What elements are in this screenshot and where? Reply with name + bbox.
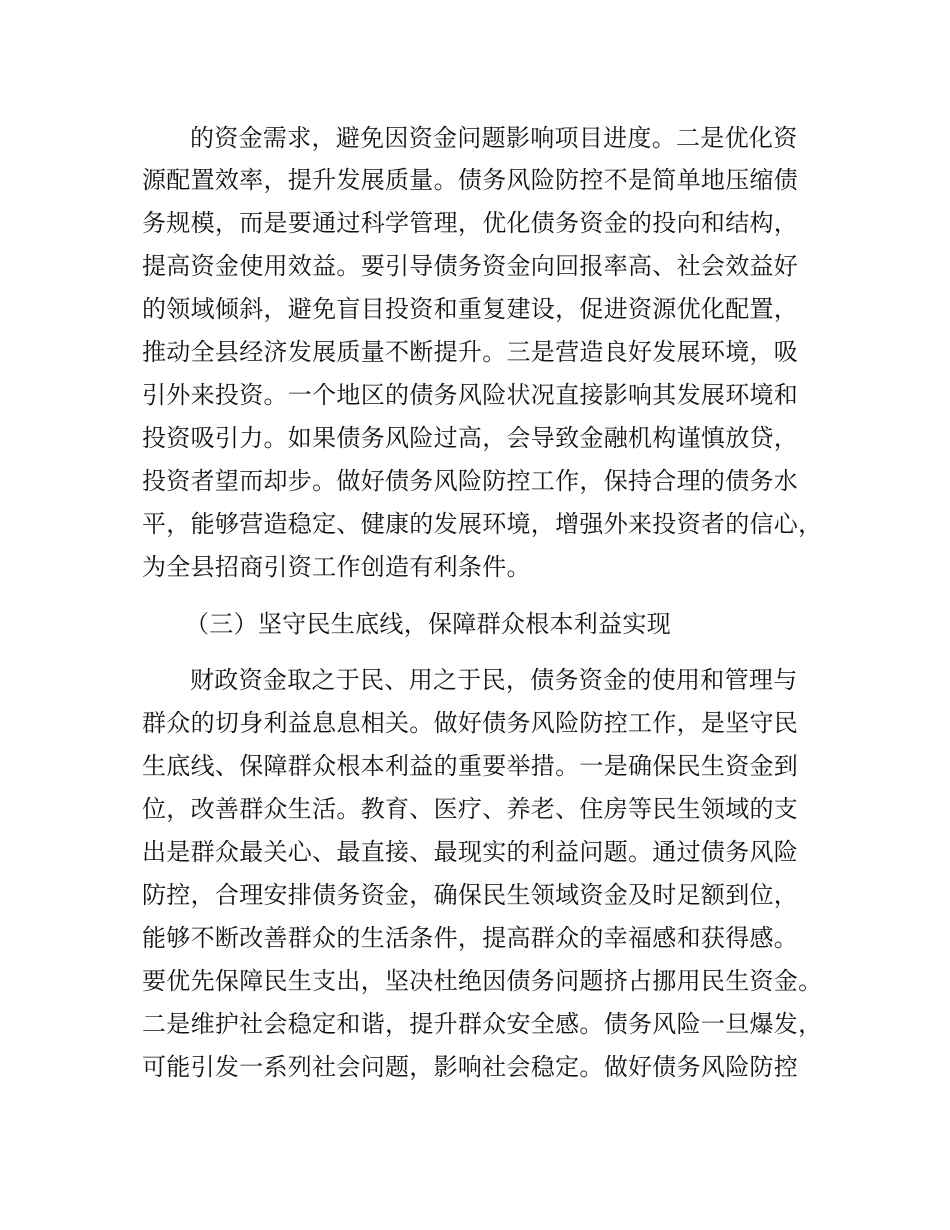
paragraph-line: 平，能够营造稳定、健康的发展环境，增强外来投资者的信心， bbox=[142, 510, 823, 538]
paragraph-line: 投资吸引力。如果债务风险过高，会导致金融机构谨慎放贷， bbox=[142, 424, 799, 452]
section-heading: （三）坚守民生底线，保障群众根本利益实现 bbox=[185, 610, 671, 638]
paragraph-line: 提高资金使用效益。要引导债务资金向回报率高、社会效益好 bbox=[142, 252, 799, 280]
paragraph-line: 引外来投资。一个地区的债务风险状况直接影响其发展环境和 bbox=[142, 381, 799, 409]
paragraph-line: 要优先保障民生支出，坚决杜绝因债务问题挤占挪用民生资金。 bbox=[142, 967, 823, 995]
paragraph-line: 推动全县经济发展质量不断提升。三是营造良好发展环境，吸 bbox=[142, 338, 799, 366]
paragraph-line: 务规模，而是要通过科学管理，优化债务资金的投向和结构， bbox=[142, 209, 799, 237]
paragraph-line: 源配置效率，提升发展质量。债务风险防控不是简单地压缩债 bbox=[142, 166, 799, 194]
paragraph-line: 二是维护社会稳定和谐，提升群众安全感。债务风险一旦爆发， bbox=[142, 1010, 823, 1038]
paragraph-line: 可能引发一系列社会问题，影响社会稳定。做好债务风险防控 bbox=[142, 1053, 799, 1081]
paragraph-line: 为全县招商引资工作创造有利条件。 bbox=[142, 553, 531, 581]
paragraph-line: 防控，合理安排债务资金，确保民生领域资金及时足额到位， bbox=[142, 881, 799, 909]
paragraph-line: 财政资金取之于民、用之于民，债务资金的使用和管理与 bbox=[190, 666, 798, 694]
paragraph-line: 能够不断改善群众的生活条件，提高群众的幸福感和获得感。 bbox=[142, 924, 799, 952]
paragraph-line: 群众的切身利益息息相关。做好债务风险防控工作，是坚守民 bbox=[142, 709, 799, 737]
paragraph-line: 的领域倾斜，避免盲目投资和重复建设，促进资源优化配置， bbox=[142, 295, 799, 323]
paragraph-line: 生底线、保障群众根本利益的重要举措。一是确保民生资金到 bbox=[142, 752, 799, 780]
paragraph-line: 的资金需求，避免因资金问题影响项目进度。二是优化资 bbox=[190, 124, 798, 152]
paragraph-line: 投资者望而却步。做好债务风险防控工作，保持合理的债务水 bbox=[142, 467, 799, 495]
paragraph-line: 出是群众最关心、最直接、最现实的利益问题。通过债务风险 bbox=[142, 838, 799, 866]
paragraph-line: 位，改善群众生活。教育、医疗、养老、住房等民生领域的支 bbox=[142, 795, 799, 823]
